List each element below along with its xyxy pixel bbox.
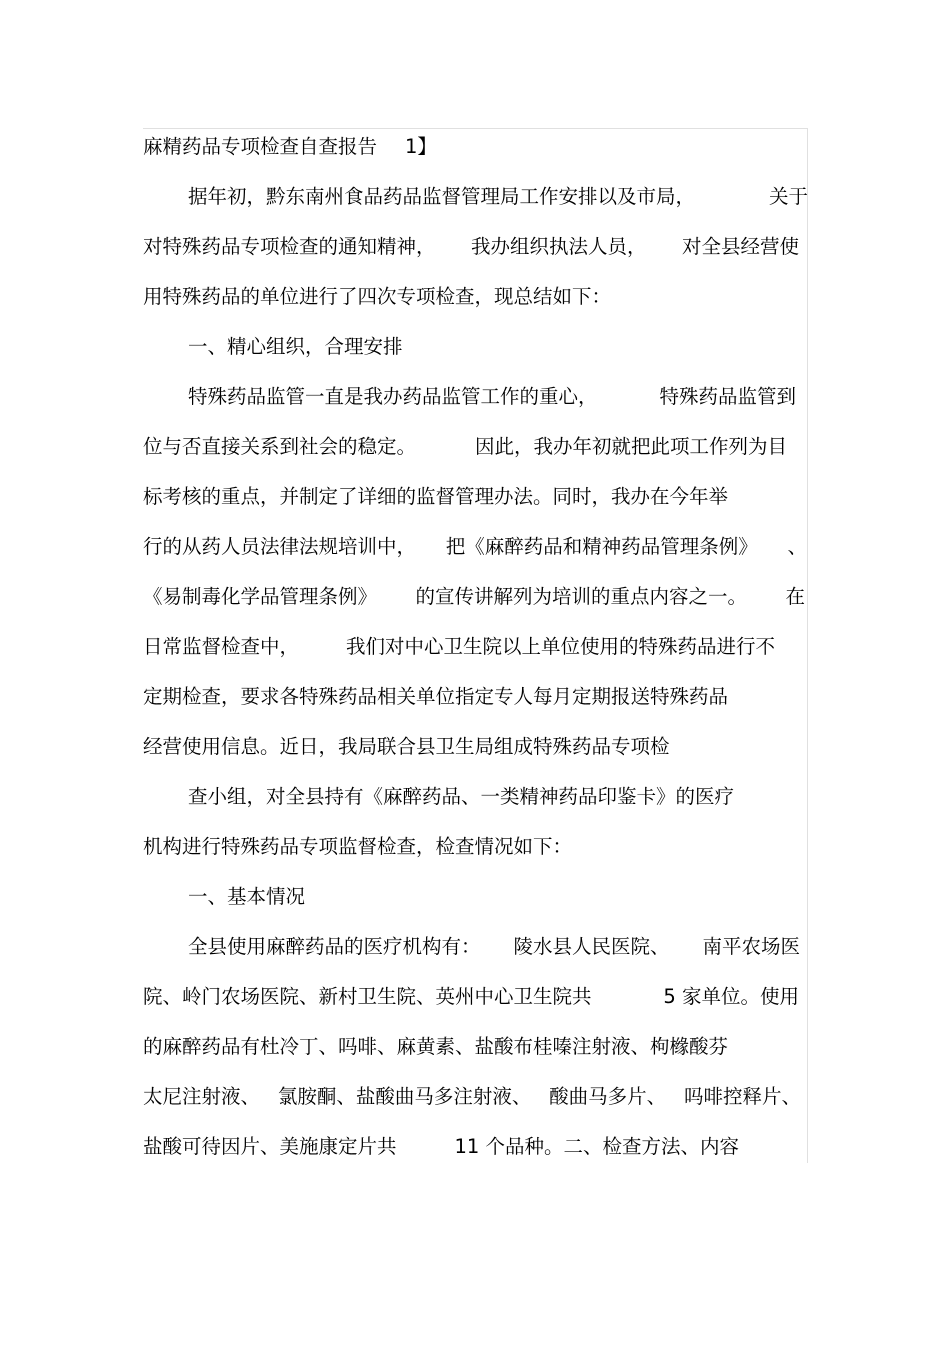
- text-segment: 关于: [768, 185, 808, 208]
- text-segment: 特殊药品监管一直是我办药品监管工作的重心，: [188, 385, 598, 408]
- text-segment: 我们对中心卫生院以上单位使用的特殊药品进行不: [345, 635, 775, 658]
- title-suffix: 1】: [405, 135, 437, 158]
- text-segment: 5 家单位。使用: [663, 985, 799, 1008]
- text-line: [143, 522, 807, 572]
- text-segment: 因此，我办年初就把此项工作列为目: [474, 435, 787, 458]
- text-line: [143, 422, 787, 472]
- text-line: [143, 222, 799, 272]
- text-segment: 据年初，黔东南州食品药品监督管理局工作安排以及市局，: [188, 185, 696, 208]
- text-line: [143, 922, 800, 972]
- text-line: [143, 272, 811, 322]
- text-segment: 经营使用信息。近日，我局联合县卫生局组成特殊药品专项检: [143, 735, 670, 758]
- text-line: [143, 1072, 801, 1122]
- text-segment: 的麻醉药品有杜冷丁、吗啡、麻黄素、盐酸布桂嗪注射液、枸橼酸芬: [143, 1035, 729, 1058]
- text-segment: 对特殊药品专项检查的通知精神，: [143, 235, 436, 258]
- text-segment: 盐酸可待因片、美施康定片共: [143, 1135, 397, 1158]
- text-line: [143, 622, 775, 672]
- text-segment: 的宣传讲解列为培训的重点内容之一。: [415, 585, 747, 608]
- document-title: [143, 122, 811, 172]
- text-segment: 《易制毒化学品管理条例》: [143, 585, 378, 608]
- text-segment: 位与否直接关系到社会的稳定。: [143, 435, 417, 458]
- text-segment: 日常监督检查中，: [143, 635, 300, 658]
- text-line: [143, 822, 811, 872]
- text-line: [143, 972, 799, 1022]
- text-segment: 定期检查，要求各特殊药品相关单位指定专人每月定期报送特殊药品: [143, 685, 729, 708]
- text-segment: 在: [785, 585, 805, 608]
- text-line: [143, 772, 811, 822]
- heading-text: 一、精心组织，合理安排: [188, 335, 403, 358]
- text-segment: 全县使用麻醉药品的医疗机构有：: [188, 935, 481, 958]
- text-line: [143, 672, 811, 722]
- text-line: [143, 472, 811, 522]
- text-line: [143, 722, 811, 772]
- text-segment: 行的从药人员法律法规培训中，: [143, 535, 417, 558]
- text-segment: 陵水县人民医院、: [513, 935, 670, 958]
- document-body: [143, 122, 811, 1172]
- text-line: [143, 1122, 739, 1172]
- title-text: 麻精药品专项检查自查报告: [143, 135, 378, 158]
- text-segment: 对全县经营使: [681, 235, 799, 258]
- text-segment: 氯胺酮、盐酸曲马多注射液、: [277, 1085, 532, 1108]
- text-segment: 查小组，对全县持有《麻醉药品、一类精神药品印鉴卡》的医疗: [188, 785, 735, 808]
- heading-text: 一、基本情况: [188, 885, 306, 908]
- text-segment: 太尼注射液、: [143, 1085, 261, 1108]
- text-segment: 我办组织执法人员，: [470, 235, 647, 258]
- text-segment: 标考核的重点，并制定了详细的监督管理办法。同时，我办在今年举: [143, 485, 729, 508]
- text-segment: 11 个品种。二、检查方法、内容: [454, 1135, 739, 1158]
- text-segment: 特殊药品监管到: [659, 385, 796, 408]
- text-segment: 机构进行特殊药品专项监督检查，检查情况如下：: [143, 835, 573, 858]
- text-line: [143, 372, 796, 422]
- text-segment: 把《麻醉药品和精神药品管理条例》: [445, 535, 758, 558]
- text-line: [143, 172, 808, 222]
- text-segment: 南平农场医: [702, 935, 800, 958]
- text-segment: 酸曲马多片、: [549, 1085, 667, 1108]
- section-heading: [143, 322, 811, 372]
- text-segment: 、: [787, 535, 807, 558]
- text-line: [143, 1022, 811, 1072]
- text-line: [143, 572, 805, 622]
- text-segment: 用特殊药品的单位进行了四次专项检查，现总结如下：: [143, 285, 612, 308]
- text-segment: 吗啡控释片、: [683, 1085, 801, 1108]
- text-segment: 院、岭门农场医院、新村卫生院、英州中心卫生院共: [143, 985, 592, 1008]
- section-heading: [143, 872, 811, 922]
